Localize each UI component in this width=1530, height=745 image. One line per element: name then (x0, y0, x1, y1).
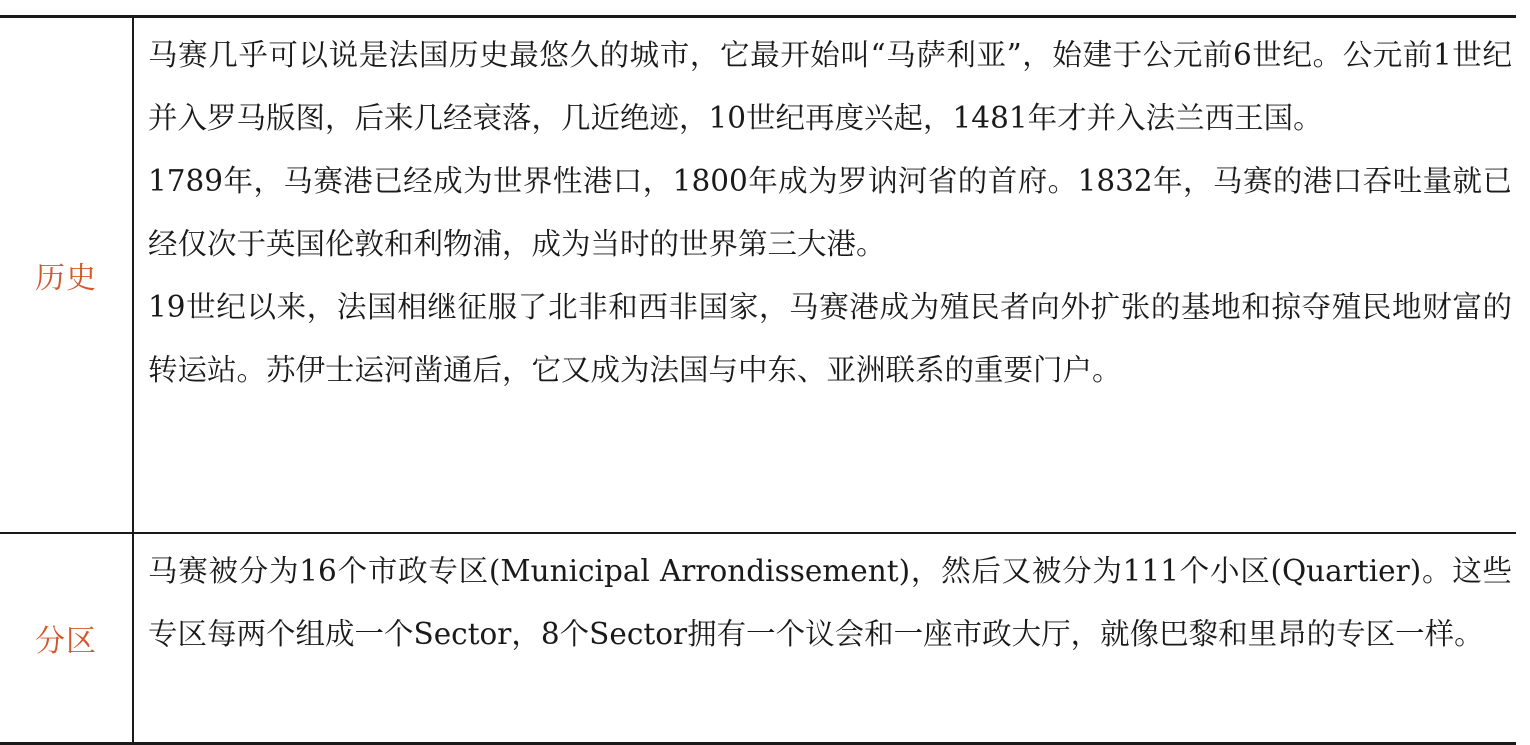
table-row-history (0, 17, 1516, 534)
row-label-district: 分区 (0, 533, 133, 744)
history-paragraph-3: 19世纪以来，法国相继征服了北非和西非国家，马赛港成为殖民者向外扩张的基地和掠夺殖民地财富的转运站。苏伊士运河凿通后，它又成为法国与中东、亚洲联系的重要门户。 (148, 290, 1512, 387)
row-label-history: 历史 (0, 17, 133, 534)
district-paragraph-1: 马赛被分为16个市政专区(Municipal Arrondissement)，然后又被分为111个小区(Quartier)。这些专区每两个组成一个Sector，8个Sector拥有一个议会和一座市政大厅，就像巴黎和里昂的专区一样。 (148, 554, 1512, 651)
row-content-district (133, 533, 1516, 744)
row-content-history (133, 17, 1516, 534)
history-paragraph-1: 马赛几乎可以说是法国历史最悠久的城市，它最开始叫“马萨利亚”，始建于公元前6世纪。公元前1世纪并入罗马版图，后来几经衰落，几近绝迹，10世纪再度兴起，1481年才并入法兰西王国。 (148, 38, 1512, 135)
info-table (0, 15, 1516, 745)
history-paragraph-2: 1789年，马赛港已经成为世界性港口，1800年成为罗讷河省的首府。1832年，马赛的港口吞吐量就已经仅次于英国伦敦和利物浦，成为当时的世界第三大港。 (148, 164, 1512, 261)
table-row-district (0, 533, 1516, 744)
